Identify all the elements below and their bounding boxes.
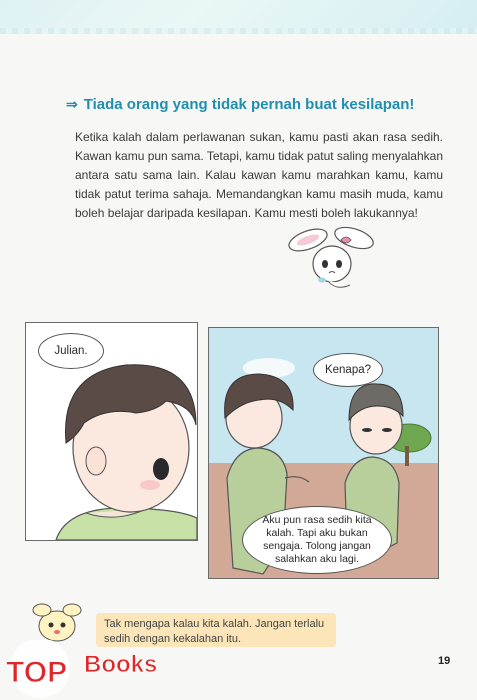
svg-text:Books: Books <box>84 651 158 678</box>
speech-bubble-julian: Julian. <box>38 333 104 369</box>
arrow-icon: ⇒ <box>66 96 78 112</box>
section-heading <box>66 96 446 113</box>
body-paragraph: Ketika kalah dalam perlawanan sukan, kamu pasti akan rasa sedih. Kawan kamu pun sama. Tetapi, kamu tidak patut saling menyalahkan antara satu sama lain. Kalau kawan kamu marahkan kamu, kamu tidak patut terima sahaja. Memandangkan kamu masih muda, kamu boleh belajar daripada kesilapan. Kamu mesti boleh lakukannya! <box>75 130 443 220</box>
page-number: 19 <box>438 655 451 667</box>
speech-bubble-kenapa: Kenapa? <box>313 353 383 387</box>
tip-note: Tak mengapa kalau kita kalah. Jangan terlalu sedih dengan kekalahan itu. <box>96 613 336 647</box>
topbooks-logo <box>0 640 190 700</box>
svg-text:TOP: TOP <box>6 656 68 689</box>
section-title: Tiada orang yang tidak pernah buat kesilapan! <box>83 96 415 113</box>
top-decor-band <box>0 0 477 34</box>
speech-bubble-apology: Aku pun rasa sedih kita kalah. Tapi aku bukan sengaja. Tolong jangan salahkan aku lagi. <box>242 506 392 574</box>
bunny-illustration <box>286 224 378 300</box>
